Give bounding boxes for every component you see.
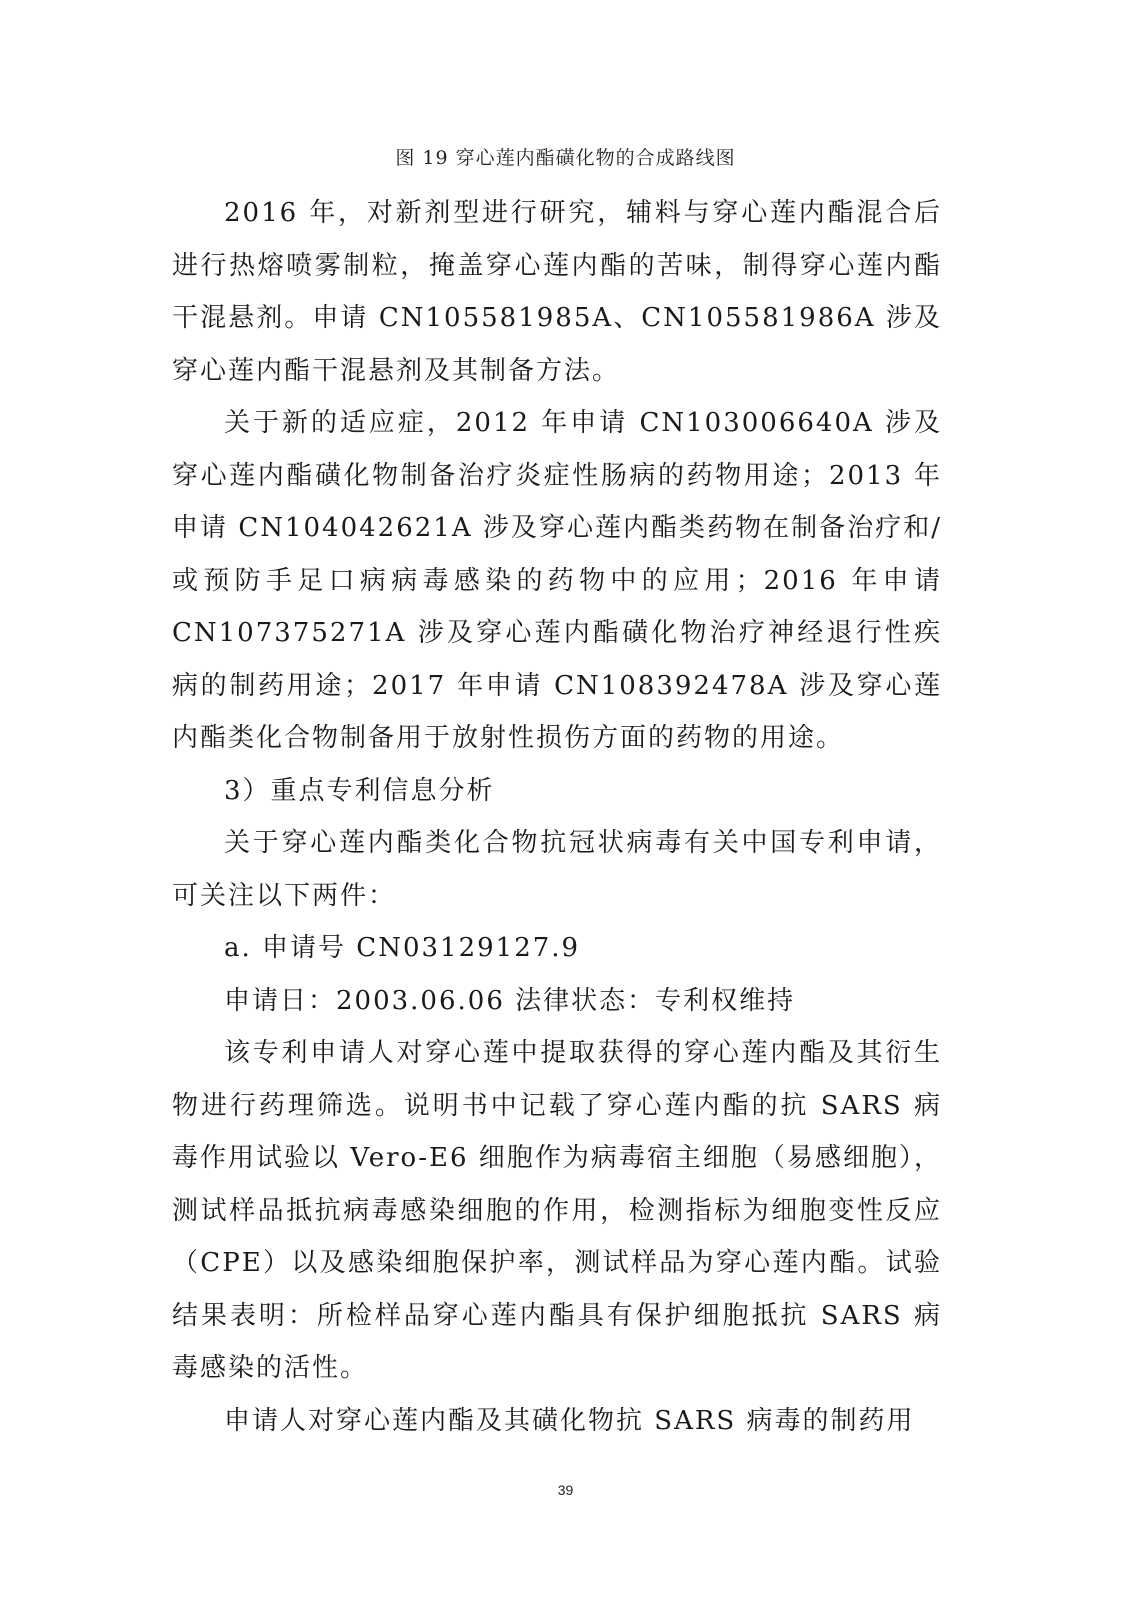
paragraph-continued: 申请人对穿心莲内酯及其磺化物抗 SARS 病毒的制药用	[224, 1405, 915, 1436]
paragraph-coronavirus-patents: 关于穿心莲内酯类化合物抗冠状病毒有关中国专利申请，可关注以下两件：	[172, 828, 942, 911]
patent-item-a: a. 申请号 CN03129127.9	[224, 933, 581, 963]
body-text	[172, 187, 942, 1447]
page-number: 39	[557, 1482, 574, 1498]
section-heading-key-patents: 3）重点专利信息分析	[224, 775, 495, 806]
paragraph-new-dosage-form: 2016 年，对新剂型进行研究，辅料与穿心莲内酯混合后进行热熔喷雾制粒，掩盖穿心莲内酯的苦味，制得穿心莲内酯干混悬剂。申请 CN105581985A、CN105581986A 涉及穿心莲内酯干混悬剂及其制备方法。	[172, 198, 942, 386]
figure-caption: 图 19 穿心莲内酯磺化物的合成路线图	[395, 147, 736, 169]
paragraph-new-indications: 关于新的适应症，2012 年申请 CN103006640A 涉及穿心莲内酯磺化物制备治疗炎症性肠病的药物用途；2013 年申请 CN104042621A 涉及穿心莲内酯类药物在制备治疗和/或预防手足口病病毒感染的药物中的应用；2016 年申请 CN107375271A 涉及穿心莲内酯磺化物治疗神经退行性疾病的制药用途；2017 年申请 CN108392478A 涉及穿心莲内酯类化合物制备用于放射性损伤方面的药物的用途。	[172, 408, 942, 753]
patent-date-status: 申请日：2003.06.06 法律状态：专利权维持	[224, 985, 796, 1016]
paragraph-sars-test: 该专利申请人对穿心莲中提取获得的穿心莲内酯及其衍生物进行药理筛选。说明书中记载了穿心莲内酯的抗 SARS 病毒作用试验以 Vero-E6 细胞作为病毒宿主细胞（易感细胞），测试样品抵抗病毒感染细胞的作用，检测指标为细胞变性反应（CPE）以及感染细胞保护率，测试样品为穿心莲内酯。试验结果表明：所检样品穿心莲内酯具有保护细胞抵抗 SARS 病毒感染的活性。	[172, 1038, 942, 1383]
